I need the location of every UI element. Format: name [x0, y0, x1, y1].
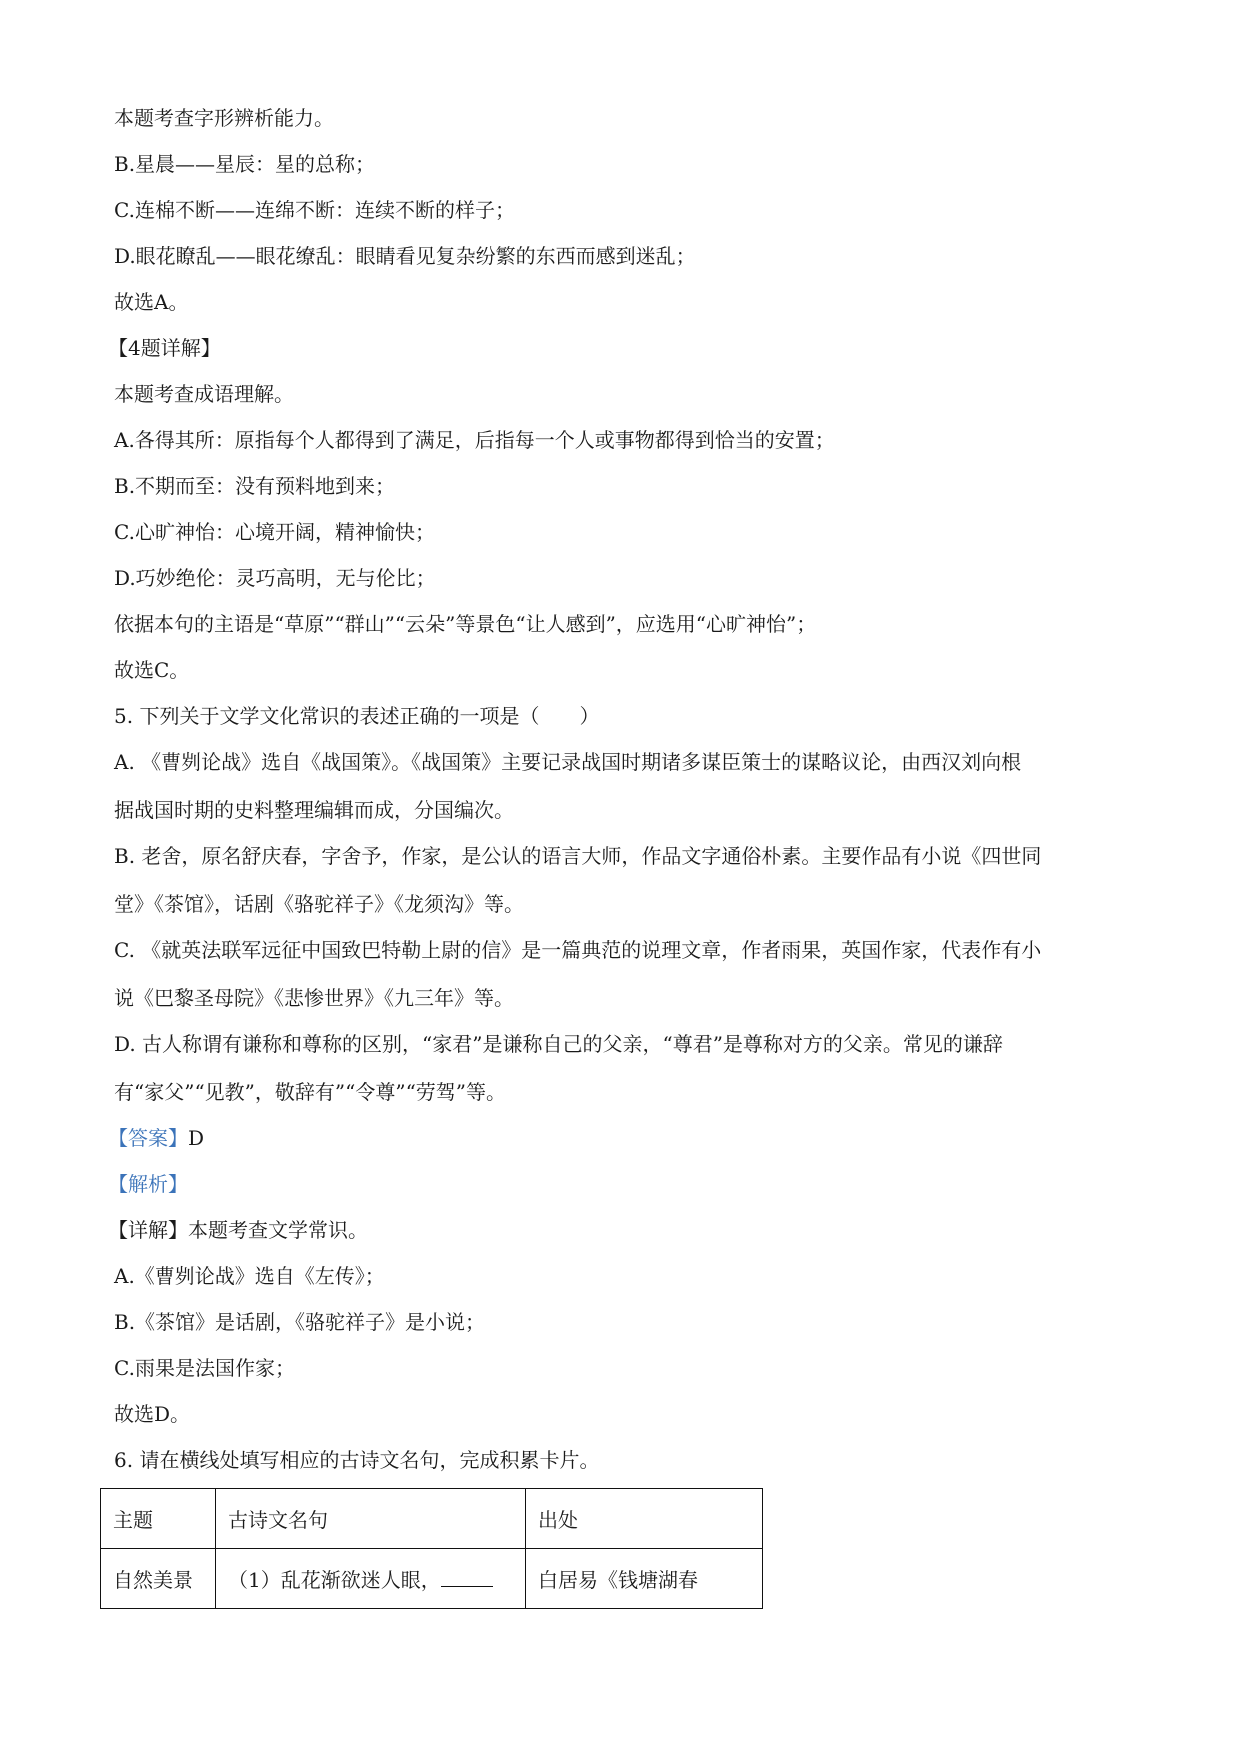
- q4-conclusion: 故选C。: [114, 658, 190, 682]
- q4-intro: 本题考查成语理解。: [114, 382, 294, 406]
- fill-blank[interactable]: [441, 1568, 493, 1587]
- q5-explain-c: C.雨果是法国作家；: [114, 1356, 295, 1380]
- analysis-label: 【解析】: [108, 1172, 188, 1196]
- q5-answer: [108, 1124, 204, 1152]
- q3-option-d: D.眼花瞭乱——眼花缭乱：眼睛看见复杂纷繁的东西而感到迷乱；: [114, 244, 696, 268]
- q5-option-d-line2: 有“家父”“见教”，敬辞有”“令尊”“劳驾”等。: [114, 1080, 507, 1104]
- header-theme: 主题: [101, 1489, 216, 1549]
- q4-reason: 依据本句的主语是“草原”“群山”“云朵”等景色“让人感到”，应选用“心旷神怡”；: [114, 612, 817, 636]
- header-source: 出处: [526, 1489, 763, 1549]
- q3-option-c: C.连棉不断——连绵不断：连续不断的样子；: [114, 198, 515, 222]
- q4-option-c: C.心旷神怡：心境开阔，精神愉快；: [114, 520, 435, 544]
- accumulation-card-table: [100, 1488, 763, 1609]
- q5-detail: 【详解】本题考查文学常识。: [108, 1218, 368, 1242]
- q5-conclusion: 故选D。: [114, 1402, 191, 1426]
- q3-option-b: B.星晨——星辰：星的总称；: [114, 152, 376, 176]
- q4-heading: 【4题详解】: [108, 336, 221, 360]
- q3-conclusion: 故选A。: [114, 290, 189, 314]
- cell-source: 白居易《钱塘湖春: [526, 1549, 763, 1609]
- cell-theme: 自然美景: [101, 1549, 216, 1609]
- answer-value: D: [188, 1126, 205, 1150]
- q5-stem: 5. 下列关于文学文化常识的表述正确的一项是（ ）: [114, 704, 600, 728]
- q5-explain-a: A.《曹刿论战》选自《左传》；: [114, 1264, 385, 1288]
- q4-option-d: D.巧妙绝伦：灵巧高明，无与伦比；: [114, 566, 436, 590]
- q4-option-a: A.各得其所：原指每个人都得到了满足，后指每一个人或事物都得到恰当的安置；: [114, 428, 835, 452]
- q5-option-d-line1: D. 古人称谓有谦称和尊称的区别，“家君”是谦称自己的父亲，“尊君”是尊称对方的父亲。常见的谦辞: [114, 1032, 1003, 1056]
- q5-option-a-line2: 据战国时期的史料整理编辑而成，分国编次。: [114, 798, 514, 822]
- q5-explain-b: B.《茶馆》是话剧，《骆驼祥子》是小说；: [114, 1310, 486, 1334]
- q5-option-c-line1: C. 《就英法联军远征中国致巴特勒上尉的信》是一篇典范的说理文章，作者雨果，英国作家，代表作有小: [114, 938, 1042, 962]
- q5-option-b-line2: 堂》《茶馆》，话剧《骆驼祥子》《龙须沟》等。: [114, 892, 524, 916]
- table-header-row: [101, 1489, 763, 1549]
- q3-intro: 本题考查字形辨析能力。: [114, 106, 334, 130]
- q5-option-c-line2: 说《巴黎圣母院》《悲惨世界》《九三年》等。: [114, 986, 514, 1010]
- q4-option-b: B.不期而至：没有预料地到来；: [114, 474, 396, 498]
- answer-label: 【答案】: [108, 1126, 188, 1150]
- verse-text: （1）乱花渐欲迷人眼，: [228, 1568, 441, 1592]
- table-row: [101, 1549, 763, 1609]
- q6-stem: 6. 请在横线处填写相应的古诗文名句，完成积累卡片。: [114, 1448, 600, 1472]
- q5-option-b-line1: B. 老舍，原名舒庆春，字舍予，作家，是公认的语言大师，作品文字通俗朴素。主要作品有小说《四世同: [114, 844, 1042, 868]
- header-verse: 古诗文名句: [216, 1489, 526, 1549]
- q5-option-a-line1: A. 《曹刿论战》选自《战国策》。《战国策》主要记录战国时期诸多谋臣策士的谋略议论，由西汉刘向根: [114, 750, 1022, 774]
- cell-verse: [216, 1549, 526, 1609]
